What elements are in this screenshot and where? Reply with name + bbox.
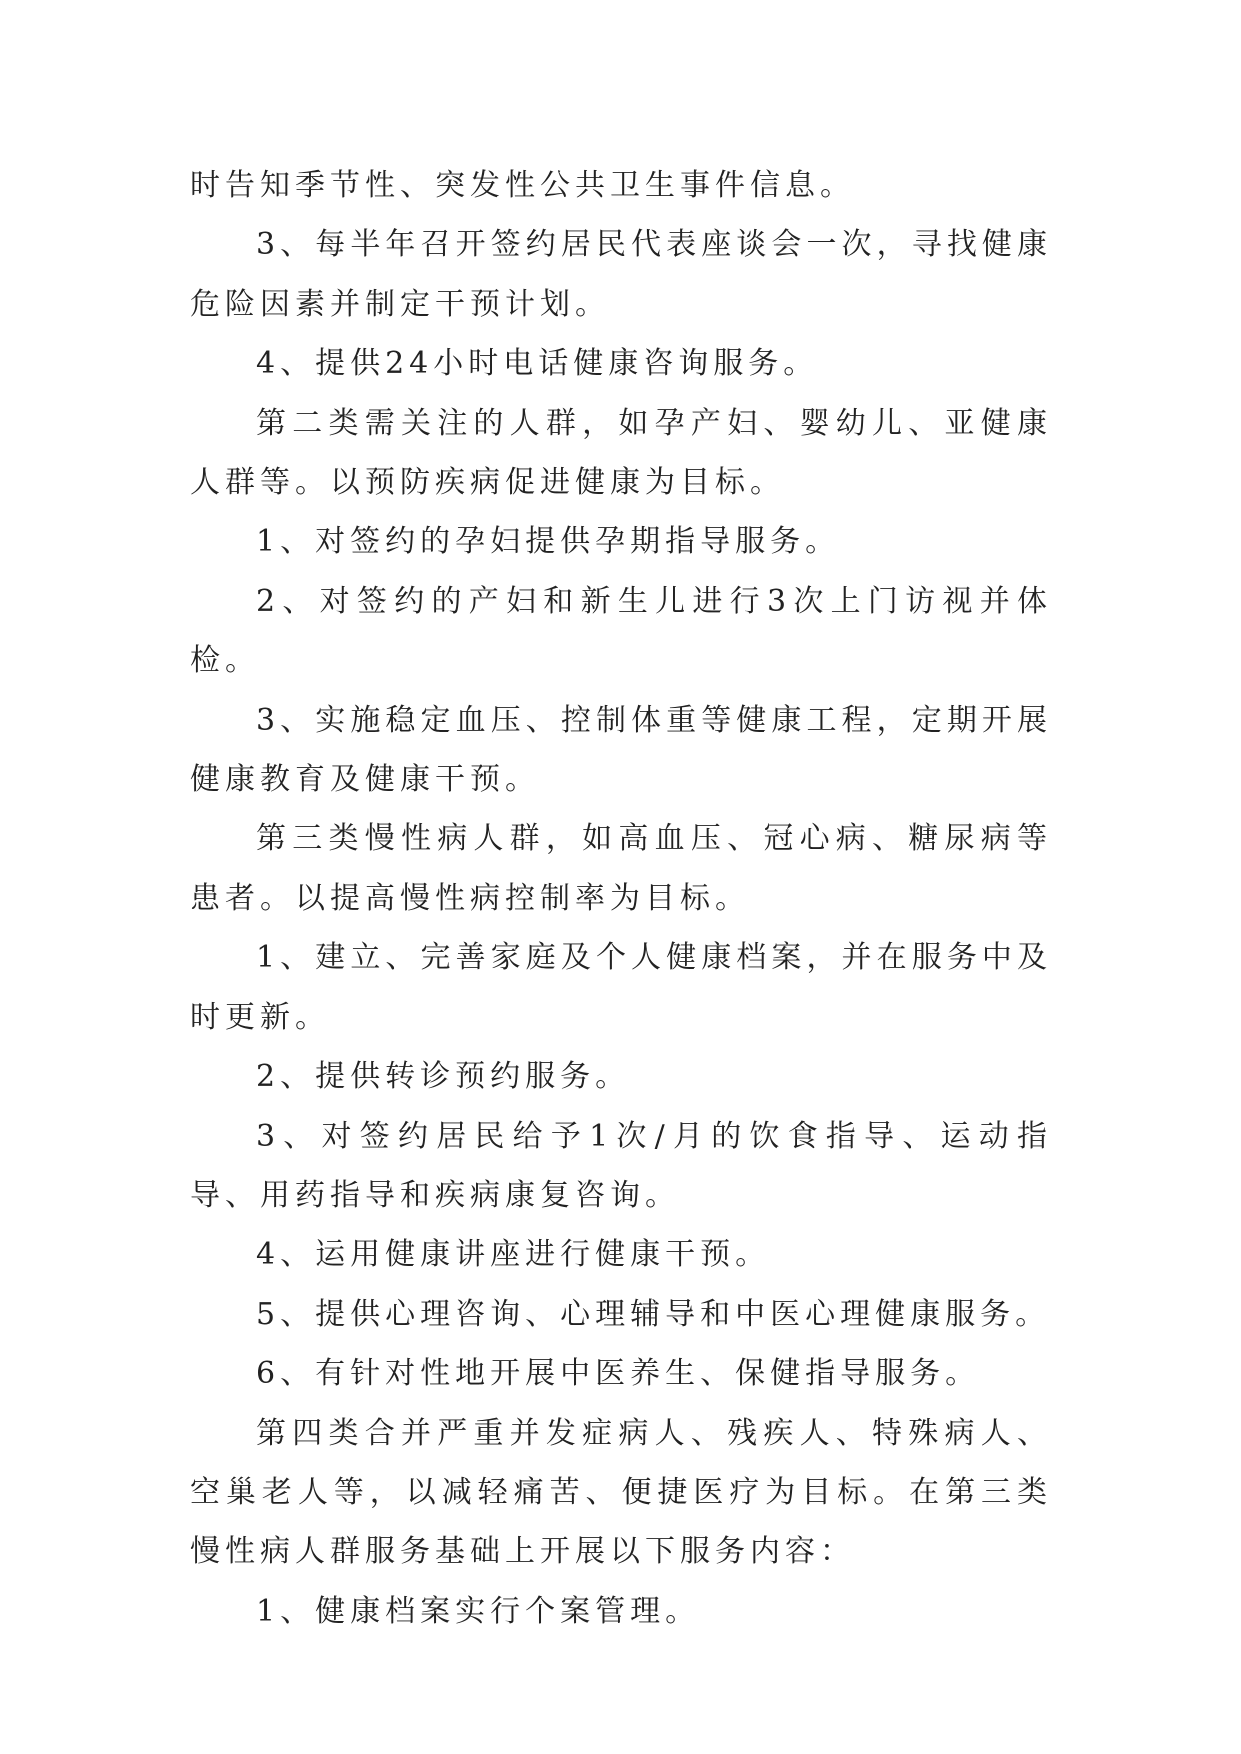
paragraph-14: 6、有针对性地开展中医养生、保健指导服务。 xyxy=(256,1356,981,1392)
paragraph-8: 第三类慢性病人群，如高血压、冠心病、糖尿病等患者。以提高慢性病控制率为目标。 xyxy=(190,821,1052,916)
paragraph-6: 2、对签约的产妇和新生儿进行3次上门访视并体检。 xyxy=(190,583,1052,679)
paragraph-12: 4、运用健康讲座进行健康干预。 xyxy=(256,1237,771,1273)
paragraph-16: 1、健康档案实行个案管理。 xyxy=(256,1593,701,1629)
paragraph-7: 3、实施稳定血压、控制体重等健康工程，定期开展健康教育及健康干预。 xyxy=(190,702,1052,798)
paragraph-2: 3、每半年召开签约居民代表座谈会一次，寻找健康危险因素并制定干预计划。 xyxy=(190,227,1052,322)
paragraph-4: 第二类需关注的人群，如孕产妇、婴幼儿、亚健康人群等。以预防疾病促进健康为目标。 xyxy=(190,405,1052,501)
paragraph-1: 时告知季节性、突发性公共卫生事件信息。 xyxy=(190,168,855,203)
document-body xyxy=(190,156,1052,1641)
paragraph-13: 5、提供心理咨询、心理辅导和中医心理健康服务。 xyxy=(256,1296,1051,1332)
paragraph-15: 第四类合并严重并发症病人、残疾人、特殊病人、空巢老人等，以减轻痛苦、便捷医疗为目标。在第三类慢性病人群服务基础上开展以下服务内容： xyxy=(190,1415,1052,1570)
paragraph-10: 2、提供转诊预约服务。 xyxy=(256,1059,631,1095)
paragraph-11: 3、对签约居民给予1次/月的饮食指导、运动指导、用药指导和疾病康复咨询。 xyxy=(190,1118,1052,1213)
paragraph-9: 1、建立、完善家庭及个人健康档案，并在服务中及时更新。 xyxy=(190,940,1052,1035)
paragraph-5: 1、对签约的孕妇提供孕期指导服务。 xyxy=(256,524,841,560)
paragraph-3: 4、提供24小时电话健康咨询服务。 xyxy=(256,346,819,382)
